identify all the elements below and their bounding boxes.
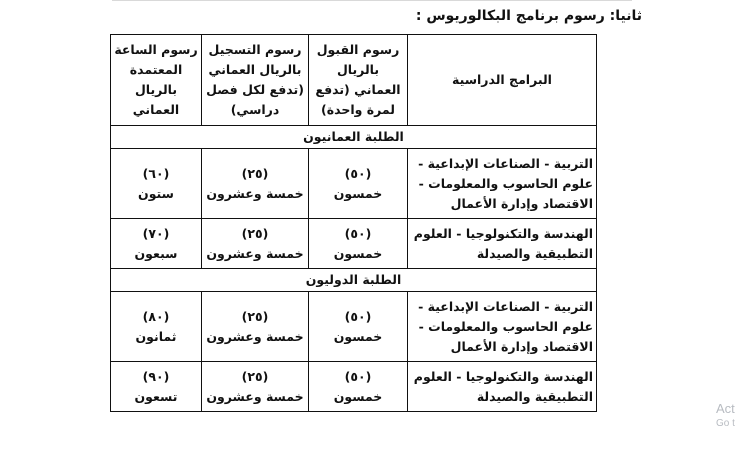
registration-cell: [202, 292, 309, 362]
registration-cell: [202, 149, 309, 219]
admission-words: خمسون: [333, 245, 383, 261]
credit-hour-words: سبعون: [134, 245, 178, 261]
admission-cell: [309, 292, 408, 362]
program-cell: الهندسة والتكنولوجيا - العلوم التطبيقية والصيدلة: [408, 362, 597, 412]
credit-hour-words: تسعون: [134, 388, 178, 404]
admission-words: خمسون: [333, 328, 383, 344]
admission-cell: [309, 149, 408, 219]
registration-number: (٢٥): [241, 308, 269, 324]
table-row: [111, 362, 597, 412]
table-row: [111, 292, 597, 362]
section-title-international: الطلبة الدوليون: [111, 269, 597, 292]
header-program: البرامج الدراسية: [408, 35, 597, 126]
header-row: [111, 35, 597, 126]
admission-cell: [309, 362, 408, 412]
registration-cell: [202, 362, 309, 412]
admission-words: خمسون: [333, 388, 383, 404]
admission-number: (٥٠): [344, 308, 372, 324]
credit-hour-words: ستون: [138, 185, 174, 201]
watermark-line-1: Act: [716, 401, 735, 416]
header-credit-hour: رسوم الساعة المعتمدة بالريال العماني: [111, 35, 202, 126]
top-divider: [112, 0, 632, 1]
program-cell: التربية - الصناعات الإبداعية - علوم الحاسوب والمعلومات - الاقتصاد وإدارة الأعمال: [408, 292, 597, 362]
activation-watermark: [716, 401, 735, 431]
credit-hour-cell: [111, 292, 202, 362]
registration-number: (٢٥): [241, 368, 269, 384]
credit-hour-cell: [111, 149, 202, 219]
section-row: [111, 269, 597, 292]
credit-hour-number: (٦٠): [142, 165, 170, 181]
admission-number: (٥٠): [344, 225, 372, 241]
credit-hour-words: ثمانون: [135, 328, 177, 344]
registration-cell: [202, 219, 309, 269]
header-registration: رسوم التسجيل بالريال العماني (تدفع لكل فصل دراسي): [202, 35, 309, 126]
registration-number: (٢٥): [241, 225, 269, 241]
admission-number: (٥٠): [344, 165, 372, 181]
registration-words: خمسة وعشرون: [206, 388, 304, 404]
page-heading: ثانيا: رسوم برنامج البكالوريوس :: [415, 8, 642, 24]
admission-words: خمسون: [333, 185, 383, 201]
admission-cell: [309, 219, 408, 269]
registration-words: خمسة وعشرون: [206, 328, 304, 344]
table-row: [111, 149, 597, 219]
section-title-omani: الطلبة العمانيون: [111, 126, 597, 149]
section-row: [111, 126, 597, 149]
registration-words: خمسة وعشرون: [206, 245, 304, 261]
admission-number: (٥٠): [344, 368, 372, 384]
registration-number: (٢٥): [241, 165, 269, 181]
credit-hour-number: (٧٠): [142, 225, 170, 241]
program-cell: الهندسة والتكنولوجيا - العلوم التطبيقية والصيدلة: [408, 219, 597, 269]
table-row: [111, 219, 597, 269]
credit-hour-cell: [111, 219, 202, 269]
program-cell: التربية - الصناعات الإبداعية - علوم الحاسوب والمعلومات - الاقتصاد وإدارة الأعمال: [408, 149, 597, 219]
credit-hour-number: (٨٠): [142, 308, 170, 324]
registration-words: خمسة وعشرون: [206, 185, 304, 201]
watermark-line-2: Go t: [716, 418, 735, 429]
fees-table: [110, 34, 597, 412]
credit-hour-number: (٩٠): [142, 368, 170, 384]
header-admission: رسوم القبول بالريال العماني (تدفع لمرة واحدة): [309, 35, 408, 126]
credit-hour-cell: [111, 362, 202, 412]
